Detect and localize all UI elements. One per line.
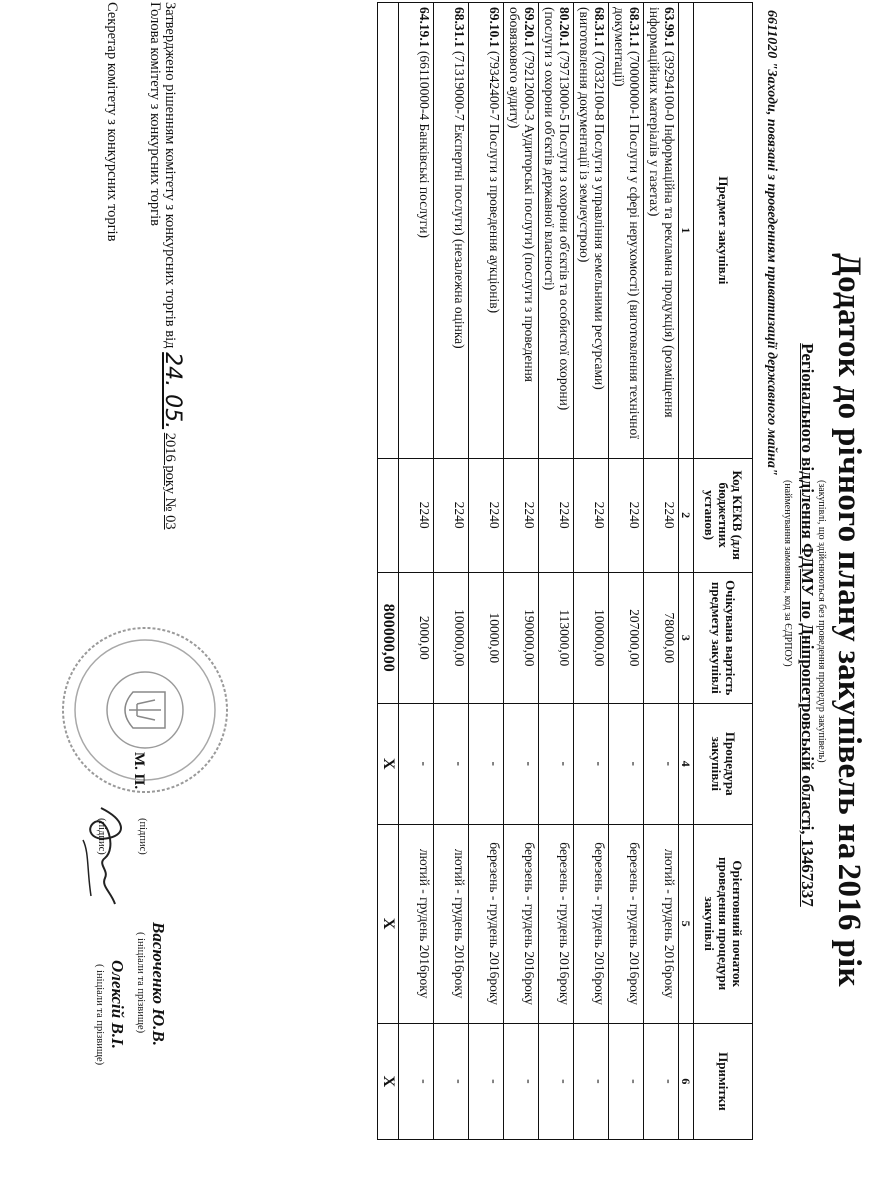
value-cell: 10000,00 — [469, 572, 504, 703]
note-cell: - — [539, 1023, 574, 1139]
cpv-code: 68.31.1 — [627, 7, 642, 48]
total-row — [378, 3, 399, 1140]
organization-name: Регіонального відділення ФДМУ по Дніпропетровській області, 13467337 — [798, 343, 817, 907]
procedure-cell: - — [644, 704, 679, 824]
table-row — [469, 3, 504, 1140]
cpv-code: 63.99.1 — [662, 7, 677, 48]
table-row — [504, 3, 539, 1140]
organization-note: (найменування замовника, код за ЄДРПОУ) — [782, 480, 793, 667]
procedure-cell: - — [469, 704, 504, 824]
subject-text: (71319000-7 Експертні послуги) (незалежна оцінка) — [452, 47, 467, 349]
secretary-name-caption: ( ініціали та прізвище) — [94, 964, 105, 1066]
column-number: 2 — [679, 458, 694, 572]
stamp-place-label: М. П. — [131, 752, 147, 790]
total-note-cell: Х — [378, 1023, 399, 1139]
subject-cell — [469, 3, 504, 459]
procedure-cell: - — [399, 704, 434, 824]
value-cell: 190000,00 — [504, 572, 539, 703]
header-expected-value: Очікувана вартість предмету закупівлі — [694, 572, 753, 703]
start-cell: березень - грудень 2016року — [539, 824, 574, 1023]
start-cell: березень - грудень 2016року — [609, 824, 644, 1023]
handwritten-signature — [75, 800, 135, 910]
procurement-table — [377, 2, 753, 1140]
approval-line — [160, 2, 185, 530]
column-number: 3 — [679, 572, 694, 703]
secretary-name: Олексій В.І. — [108, 960, 127, 1049]
total-procedure-cell: Х — [378, 704, 399, 824]
procedure-cell: - — [574, 704, 609, 824]
table-row — [434, 3, 469, 1140]
start-cell: березень - грудень 2016року — [469, 824, 504, 1023]
subject-cell — [539, 3, 574, 459]
kekv-cell: 2240 — [469, 458, 504, 572]
head-name-caption: ( ініціали та прізвище) — [135, 932, 146, 1034]
value-cell: 100000,00 — [434, 572, 469, 703]
subject-text: (79342400-7 Послуги з проведення аукціонів) — [487, 47, 502, 314]
total-value-cell: 800000,00 — [378, 572, 399, 703]
document-title — [830, 150, 867, 1090]
cpv-code: 68.31.1 — [452, 7, 467, 48]
total-start-cell: Х — [378, 824, 399, 1023]
subject-cell — [434, 3, 469, 459]
secretary-label: Секретар комітету з конкурсних торгів — [104, 2, 120, 242]
note-cell: - — [469, 1023, 504, 1139]
title-year: 2016 рік — [831, 863, 867, 987]
budget-program-code: 6611020 "Заходи, повязані з проведенням приватизації державного майна" — [764, 10, 779, 476]
subject-cell — [574, 3, 609, 459]
head-of-committee-label: Голова комітету з конкурсних торгів — [147, 2, 163, 226]
kekv-cell: 2240 — [399, 458, 434, 572]
cpv-code: 80.20.1 — [557, 7, 572, 48]
cpv-code: 68.31.1 — [592, 7, 607, 48]
table-row — [399, 3, 434, 1140]
subtitle-note: (закупівлі, що здійснюються без проведення процедур закупівель) — [816, 480, 827, 763]
total-empty-cell — [378, 458, 399, 572]
table-header-row — [694, 3, 753, 1140]
subject-cell — [644, 3, 679, 459]
note-cell: - — [399, 1023, 434, 1139]
subject-text: (70332100-8 Послуги з управління земельними ресурсами) (виготовлення документації із землеустрою) — [577, 7, 607, 390]
start-cell: лютий - грудень 2016року — [399, 824, 434, 1023]
column-number: 5 — [679, 824, 694, 1023]
title-text: Додаток до річного плану закупівель на — [831, 253, 867, 860]
subject-text: (70000000-1 Послуги у сфері нерухомості) (виготовлення технічної документації) — [612, 7, 642, 439]
value-cell: 113000,00 — [539, 572, 574, 703]
head-name: Васюченко Ю.В. — [149, 922, 168, 1046]
start-cell: березень - грудень 2016року — [574, 824, 609, 1023]
kekv-cell: 2240 — [644, 458, 679, 572]
value-cell: 207000,00 — [609, 572, 644, 703]
subject-text: (79212000-3 Аудиторські послуги) (послуги з проведення обовязкового аудиту) — [507, 7, 537, 383]
column-number: 1 — [679, 3, 694, 459]
cpv-code: 64.19.1 — [417, 7, 432, 48]
procedure-cell: - — [504, 704, 539, 824]
value-cell: 78000,00 — [644, 572, 679, 703]
approval-text: Затверджено рішенням комітету з конкурсних торгів від — [162, 2, 178, 349]
cpv-code: 69.20.1 — [522, 7, 537, 48]
procedure-cell: - — [609, 704, 644, 824]
column-number: 4 — [679, 704, 694, 824]
procedure-cell: - — [434, 704, 469, 824]
subject-text: (39294100-0 Інформаційна та рекламна продукція) (розміщення інформаційних матеріалів у газетах) — [647, 7, 677, 418]
header-start: Орієнтовний початок проведення процедури закупівлі — [694, 824, 753, 1023]
approval-number: 03 — [162, 515, 178, 530]
header-kekv: Код КЕКВ (для бюджетних установ) — [694, 458, 753, 572]
note-cell: - — [644, 1023, 679, 1139]
subject-text: (66110000-4 Банківські послуги) — [417, 47, 432, 238]
note-cell: - — [574, 1023, 609, 1139]
kekv-cell: 2240 — [539, 458, 574, 572]
kekv-cell: 2240 — [609, 458, 644, 572]
approval-date: 24. 05. — [160, 352, 185, 430]
table-row — [539, 3, 574, 1140]
head-signature-caption: (підпис) — [137, 818, 148, 855]
value-cell: 2000,00 — [399, 572, 434, 703]
table-row — [644, 3, 679, 1140]
approval-year: 2016 року № — [162, 432, 178, 512]
note-cell: - — [504, 1023, 539, 1139]
subject-cell — [504, 3, 539, 459]
note-cell: - — [609, 1023, 644, 1139]
kekv-cell: 2240 — [434, 458, 469, 572]
subject-cell — [609, 3, 644, 459]
header-procedure: Процедура закупівлі — [694, 704, 753, 824]
cpv-code: 69.10.1 — [487, 7, 502, 48]
subject-cell — [399, 3, 434, 459]
note-cell: - — [434, 1023, 469, 1139]
header-notes: Примітки — [694, 1023, 753, 1139]
start-cell: лютий - грудень 2016року — [434, 824, 469, 1023]
table-row — [574, 3, 609, 1140]
header-subject: Предмет закупівлі — [694, 3, 753, 459]
subject-text: (79713000-5 Послуги з охорони об'єктів та особистої охорони) (послуги з охорони об'єктів державної власності) — [542, 7, 572, 411]
start-cell: лютий - грудень 2016року — [644, 824, 679, 1023]
column-number-row — [679, 3, 694, 1140]
table-row — [609, 3, 644, 1140]
procedure-cell: - — [539, 704, 574, 824]
kekv-cell: 2240 — [504, 458, 539, 572]
kekv-cell: 2240 — [574, 458, 609, 572]
start-cell: березень - грудень 2016року — [504, 824, 539, 1023]
value-cell: 100000,00 — [574, 572, 609, 703]
total-empty-cell — [378, 3, 399, 459]
secretary-signature-caption: (підпис) — [96, 818, 107, 855]
column-number: 6 — [679, 1023, 694, 1139]
